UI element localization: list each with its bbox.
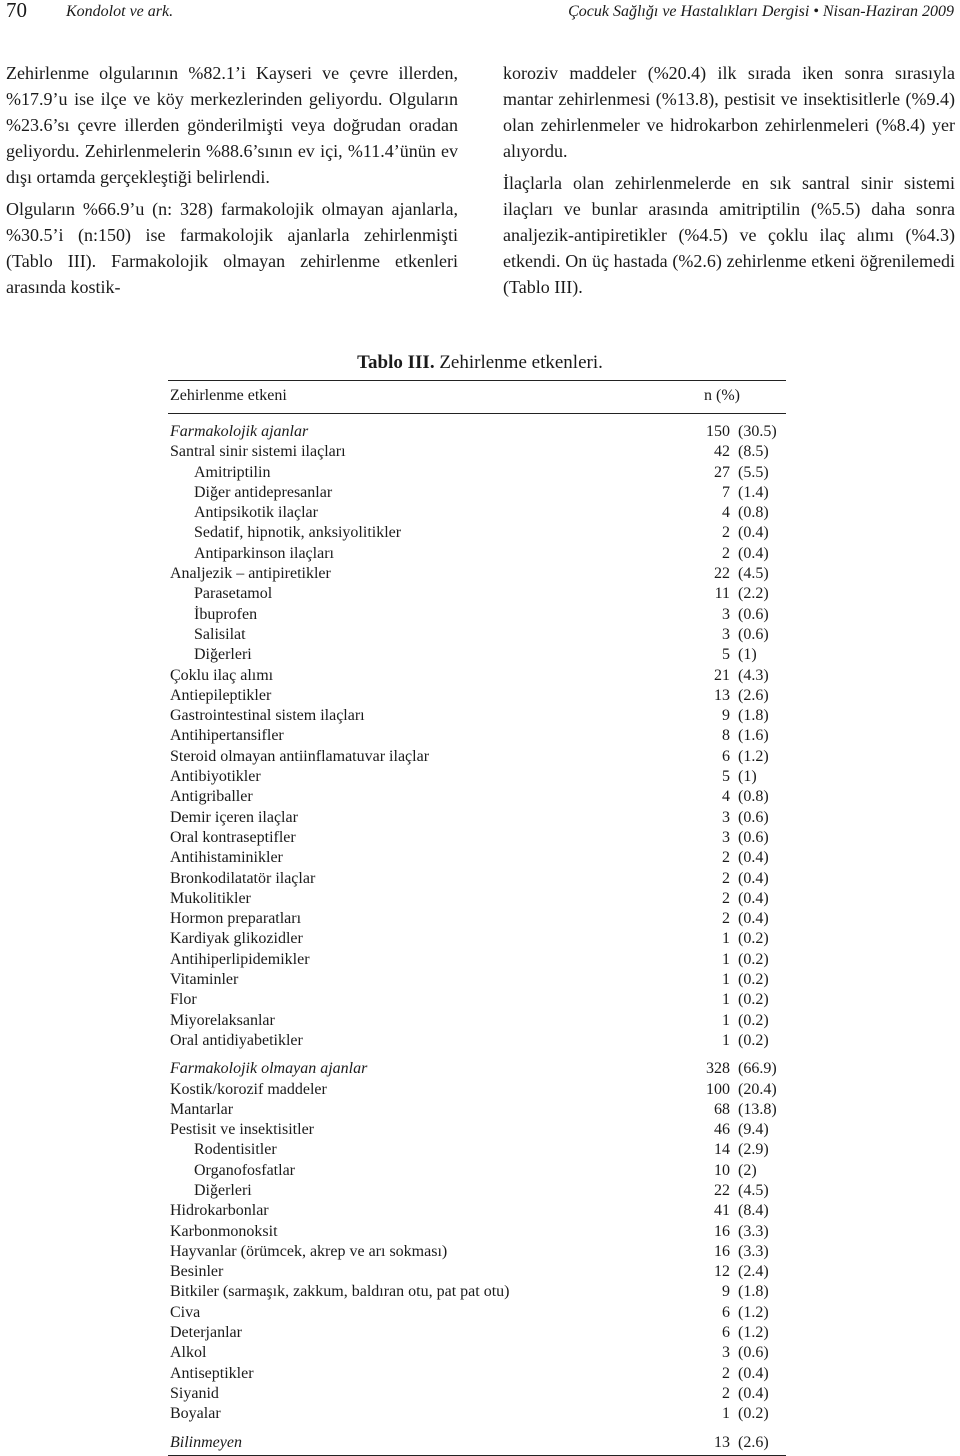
case-percent: (1.2): [738, 747, 769, 765]
case-percent: (4.3): [738, 666, 769, 684]
table-row: [168, 909, 786, 929]
case-percent: (0.4): [738, 849, 769, 867]
case-count: 16: [714, 1242, 730, 1260]
agent-label: Boyalar: [170, 1405, 221, 1423]
agent-label: Parasetamol: [194, 585, 273, 603]
agent-label: Santral sinir sistemi ilaçları: [170, 443, 346, 461]
case-percent: (1.8): [738, 707, 769, 725]
case-percent: (30.5): [738, 423, 777, 440]
case-percent: (2.2): [738, 585, 769, 603]
paragraph: Olguların %66.9’u (n: 328) farmakolojik olmayan ajanlarla, %30.5’i (n:150) ise farmakolojik ajanlarla zehirlenmişti (Tablo III). Farmakolojik olmayan zehirlenme etkenleri arasında kostik-: [6, 199, 458, 297]
table-row: [168, 523, 786, 543]
case-count: 3: [722, 605, 730, 623]
case-percent: (1.6): [738, 727, 769, 745]
case-percent: (1): [738, 646, 757, 664]
case-percent: (0.2): [738, 950, 769, 968]
agent-label: Antihiperlipidemikler: [170, 950, 310, 968]
agent-label: Antiepileptikler: [170, 686, 272, 704]
agent-label: Hormon preparatları: [170, 910, 302, 928]
case-count: 9: [722, 707, 730, 725]
agent-label: Analjezik – antipiretikler: [170, 565, 331, 583]
case-count: 1: [722, 1031, 730, 1049]
agent-label: Civa: [170, 1303, 201, 1321]
table-row: [168, 1181, 786, 1201]
table-section-row: [168, 1433, 786, 1453]
agent-label: Bitkiler (sarmaşık, zakkum, baldıran otu, pat pat otu): [170, 1283, 510, 1301]
table-caption-text: Zehirlenme etkenleri.: [439, 352, 603, 373]
table-row: [168, 584, 786, 604]
case-count: 68: [714, 1100, 730, 1118]
table-row: [168, 787, 786, 807]
table-row: [168, 1262, 786, 1282]
case-count: 4: [722, 504, 730, 522]
case-percent: (0.6): [738, 808, 769, 826]
case-count: 2: [722, 1364, 730, 1382]
case-percent: (1.4): [738, 483, 769, 501]
agent-label: Organofosfatlar: [194, 1161, 295, 1179]
agent-label: Steroid olmayan antiinflamatuvar ilaçlar: [170, 747, 430, 765]
table-row: [168, 1140, 786, 1160]
table-row: [168, 1161, 786, 1181]
agent-label: Flor: [170, 991, 197, 1009]
right-text-column: [503, 60, 955, 306]
case-count: 13: [714, 686, 730, 704]
case-percent: (4.5): [738, 565, 769, 583]
table-row: [168, 869, 786, 889]
case-percent: (2.6): [738, 1433, 769, 1451]
table-body: [168, 422, 786, 1453]
case-count: 5: [722, 768, 730, 786]
case-percent: (2.9): [738, 1141, 769, 1159]
case-count: 7: [722, 483, 730, 501]
case-count: 16: [714, 1222, 730, 1240]
table-row: [168, 808, 786, 828]
table-row: [168, 483, 786, 503]
agent-label: Demir içeren ilaçlar: [170, 808, 298, 826]
case-count: 13: [714, 1433, 730, 1451]
agent-label: Antipsikotik ilaçlar: [194, 504, 318, 522]
table-row: [168, 950, 786, 970]
table-row: [168, 1222, 786, 1242]
agent-label: Kostik/korozif maddeler: [170, 1080, 327, 1098]
agent-label: Antigriballer: [170, 788, 253, 806]
paragraph: İlaçlarla olan zehirlenmelerde en sık santral sinir sistemi ilaçları ve bunlar arasında amitriptilin (%5.5) daha sonra analjezik-antipiretikler (%4.5) ve çoklu ilaç alımı (%4.3) etkendi. On üç hastada (%2.6) zehirlenme etkeni öğrenilemedi (Tablo III).: [503, 173, 955, 297]
table-header-row: [168, 381, 786, 411]
case-count: 3: [722, 1344, 730, 1362]
table-row: [168, 442, 786, 462]
case-percent: (9.4): [738, 1121, 769, 1139]
case-count: 27: [714, 463, 730, 481]
table-row: [168, 1201, 786, 1221]
table-row: [168, 747, 786, 767]
case-count: 6: [722, 747, 730, 765]
agent-label: Farmakolojik ajanlar: [170, 423, 309, 440]
case-count: 5: [722, 646, 730, 664]
case-count: 3: [722, 828, 730, 846]
case-percent: (3.3): [738, 1242, 769, 1260]
agent-label: İbuprofen: [194, 605, 258, 623]
case-percent: (1.8): [738, 1283, 769, 1301]
table-row: [168, 848, 786, 868]
case-count: 11: [714, 585, 730, 603]
agent-label: Antihistaminikler: [170, 849, 283, 867]
case-percent: (0.2): [738, 971, 769, 989]
agent-label: Antibiyotikler: [170, 768, 261, 786]
agent-label: Karbonmonoksit: [170, 1222, 278, 1240]
case-percent: (8.5): [738, 443, 769, 461]
agent-label: Alkol: [170, 1344, 207, 1362]
left-text-column: [6, 60, 458, 306]
table-row: [168, 990, 786, 1010]
case-percent: (0.2): [738, 1031, 769, 1049]
case-count: 2: [722, 910, 730, 928]
running-header: [6, 0, 956, 30]
case-percent: (1): [738, 768, 757, 786]
case-percent: (0.6): [738, 1344, 769, 1362]
case-count: 10: [714, 1161, 730, 1179]
table-row: [168, 1364, 786, 1384]
case-percent: (0.2): [738, 991, 769, 1009]
table-row: [168, 666, 786, 686]
table-row: [168, 1242, 786, 1262]
table-row-group: [168, 1059, 786, 1424]
agent-label: Hidrokarbonlar: [170, 1202, 269, 1220]
case-percent: (0.6): [738, 828, 769, 846]
agent-label: Vitaminler: [170, 971, 239, 989]
table-row: [168, 686, 786, 706]
case-count: 46: [714, 1121, 730, 1139]
agent-label: Hayvanlar (örümcek, akrep ve arı sokması): [170, 1242, 448, 1260]
agent-label: Sedatif, hipnotik, anksiyolitikler: [194, 524, 402, 542]
case-percent: (0.2): [738, 930, 769, 948]
case-count: 22: [714, 565, 730, 583]
table-section-row: [168, 422, 786, 442]
column-header-agent: Zehirlenme etkeni: [170, 387, 287, 404]
poisoning-agents-table: [168, 380, 786, 1456]
case-count: 6: [722, 1324, 730, 1342]
case-count: 41: [714, 1202, 730, 1220]
case-count: 1: [722, 1011, 730, 1029]
agent-label: Bilinmeyen: [170, 1433, 242, 1451]
agent-label: Siyanid: [170, 1384, 219, 1402]
case-count: 2: [722, 849, 730, 867]
case-count: 1: [722, 991, 730, 1009]
case-count: 100: [706, 1080, 730, 1098]
agent-label: Miyorelaksanlar: [170, 1011, 275, 1029]
agent-label: Diğer antidepresanlar: [194, 483, 333, 501]
case-count: 3: [722, 625, 730, 643]
agent-label: Farmakolojik olmayan ajanlar: [170, 1060, 368, 1078]
agent-label: Antiparkinson ilaçları: [194, 544, 334, 562]
agent-label: Oral antidiyabetikler: [170, 1031, 303, 1049]
agent-label: Mukolitikler: [170, 889, 251, 907]
page-number: 70: [6, 0, 27, 22]
case-count: 2: [722, 869, 730, 887]
table-row: [168, 564, 786, 584]
paragraph: Zehirlenme olgularının %82.1’i Kayseri ve çevre illerden, %17.9’u ise ilçe ve köy merkezlerinden geliyordu. Olguların %23.6’sı çevre illerden gönderilmişti veya doğrudan oradan geliyordu. Zehirlenmelerin %88.6’sının ev içi, %11.4’ünün ev dışı ortamda gerçekleştiği belirlendi.: [6, 63, 458, 187]
table-row: [168, 970, 786, 990]
table-row: [168, 1100, 786, 1120]
table-row: [168, 1011, 786, 1031]
case-count: 1: [722, 1405, 730, 1423]
table-caption-label: Tablo III.: [357, 352, 435, 373]
table-section-row: [168, 1059, 786, 1079]
case-count: 6: [722, 1303, 730, 1321]
case-percent: (2): [738, 1161, 757, 1179]
agent-label: Oral kontraseptifler: [170, 828, 296, 846]
case-percent: (66.9): [738, 1060, 777, 1078]
table-row: [168, 929, 786, 949]
table-header-rule: [168, 413, 786, 414]
column-header-count: n (%): [704, 387, 740, 404]
case-percent: (0.4): [738, 544, 769, 562]
agent-label: Besinler: [170, 1263, 224, 1281]
table-row: [168, 544, 786, 564]
agent-label: Antiseptikler: [170, 1364, 254, 1382]
case-count: 3: [722, 808, 730, 826]
agent-label: Salisilat: [194, 625, 246, 643]
running-head-authors: Kondolot ve ark.: [66, 3, 174, 20]
agent-label: Gastrointestinal sistem ilaçları: [170, 707, 365, 725]
table-row: [168, 1343, 786, 1363]
case-count: 4: [722, 788, 730, 806]
case-percent: (13.8): [738, 1100, 777, 1118]
case-count: 14: [714, 1141, 730, 1159]
case-percent: (0.2): [738, 1405, 769, 1423]
case-percent: (2.4): [738, 1263, 769, 1281]
case-count: 21: [714, 666, 730, 684]
case-count: 1: [722, 930, 730, 948]
case-percent: (5.5): [738, 463, 769, 481]
case-count: 2: [722, 524, 730, 542]
table-row: [168, 767, 786, 787]
case-percent: (3.3): [738, 1222, 769, 1240]
case-count: 22: [714, 1181, 730, 1199]
case-percent: (0.4): [738, 910, 769, 928]
case-percent: (0.4): [738, 889, 769, 907]
case-percent: (2.6): [738, 686, 769, 704]
table-row: [168, 1384, 786, 1404]
case-count: 1: [722, 971, 730, 989]
agent-label: Antihipertansifler: [170, 727, 284, 745]
agent-label: Rodentisitler: [194, 1141, 277, 1159]
paragraph: koroziv maddeler (%20.4) ilk sırada iken sonra sırasıyla mantar zehirlenmesi (%13.8), pestisit ve insektisitlerle (%9.4) olan zehirlenmeler ve hidrokarbon zehirlenmeleri (%8.4) yer alıyordu.: [503, 63, 955, 161]
table-row: [168, 625, 786, 645]
case-count: 2: [722, 544, 730, 562]
running-head-journal: Çocuk Sağlığı ve Hastalıkları Dergisi • Nisan-Haziran 2009: [568, 3, 954, 20]
agent-label: Diğerleri: [194, 646, 252, 664]
table-row: [168, 1120, 786, 1140]
table-caption: [0, 352, 960, 374]
agent-label: Deterjanlar: [170, 1324, 242, 1342]
case-count: 1: [722, 950, 730, 968]
case-count: 9: [722, 1283, 730, 1301]
table-row: [168, 1303, 786, 1323]
agent-label: Mantarlar: [170, 1100, 234, 1118]
table-row: [168, 605, 786, 625]
agent-label: Pestisit ve insektisitler: [170, 1121, 314, 1139]
case-percent: (0.6): [738, 625, 769, 643]
case-percent: (1.2): [738, 1324, 769, 1342]
case-count: 2: [722, 889, 730, 907]
case-count: 328: [706, 1060, 730, 1078]
table-row: [168, 706, 786, 726]
table-row: [168, 1404, 786, 1424]
case-percent: (0.4): [738, 1364, 769, 1382]
case-percent: (8.4): [738, 1202, 769, 1220]
agent-label: Diğerleri: [194, 1181, 252, 1199]
table-row: [168, 645, 786, 665]
case-count: 150: [706, 423, 730, 440]
table-row: [168, 889, 786, 909]
table-row: [168, 503, 786, 523]
table-row: [168, 828, 786, 848]
table-row: [168, 1080, 786, 1100]
case-percent: (0.8): [738, 788, 769, 806]
case-percent: (0.4): [738, 1384, 769, 1402]
case-percent: (0.4): [738, 869, 769, 887]
case-percent: (1.2): [738, 1303, 769, 1321]
case-percent: (0.6): [738, 605, 769, 623]
case-count: 8: [722, 727, 730, 745]
table-row-group: [168, 422, 786, 1051]
case-percent: (20.4): [738, 1080, 777, 1098]
agent-label: Kardiyak glikozidler: [170, 930, 303, 948]
agent-label: Çoklu ilaç alımı: [170, 666, 274, 684]
case-percent: (0.4): [738, 524, 769, 542]
table-row: [168, 1323, 786, 1343]
case-percent: (0.8): [738, 504, 769, 522]
table-row: [168, 726, 786, 746]
table-row: [168, 1031, 786, 1051]
agent-label: Bronkodilatatör ilaçlar: [170, 869, 316, 887]
case-count: 42: [714, 443, 730, 461]
agent-label: Amitriptilin: [194, 463, 271, 481]
case-count: 12: [714, 1263, 730, 1281]
case-count: 2: [722, 1384, 730, 1402]
case-percent: (4.5): [738, 1181, 769, 1199]
table-row-group: [168, 1433, 786, 1453]
case-percent: (0.2): [738, 1011, 769, 1029]
table-row: [168, 1282, 786, 1302]
table-row: [168, 463, 786, 483]
